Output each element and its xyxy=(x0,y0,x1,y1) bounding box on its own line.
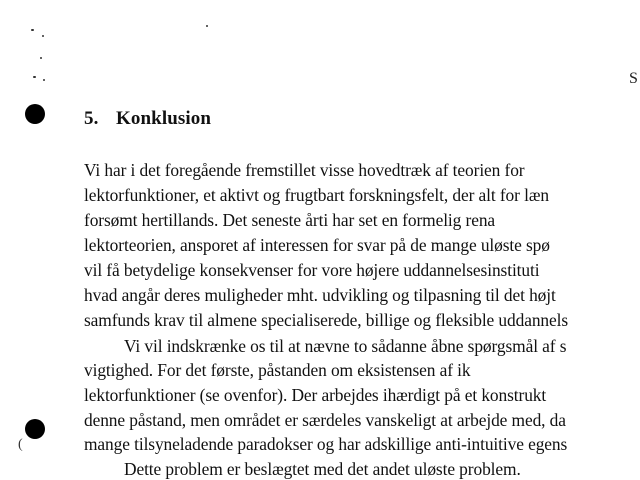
text-line: hvad angår deres muligheder mht. udvikling og tilpasning til det højt xyxy=(84,285,556,305)
scan-edge-mark: ( xyxy=(18,437,23,452)
text-line: lektorfunktioner (se ovenfor). Der arbejdes ihærdigt på et konstrukt xyxy=(84,385,547,405)
text-line: mange tilsyneladende paradokser og har adskillige anti-intuitive egens xyxy=(84,434,568,454)
scan-speck xyxy=(31,29,34,31)
section-title: Konklusion xyxy=(116,108,211,129)
text-line: vil få betydelige konsekvenser for vore højere uddannelsesinstituti xyxy=(84,260,540,280)
section-heading xyxy=(84,108,211,130)
text-line: lektorteorien, ansporet af interessen for svar på de mange uløste spø xyxy=(84,235,550,255)
text-line: Vi har i det foregående fremstillet visse hovedtræk af teorien for xyxy=(84,160,525,180)
text-line: Dette problem er beslægtet med det andet uløste problem. xyxy=(124,459,521,479)
text-line: denne påstand, men området er særdeles vanskeligt at arbejde med, da xyxy=(84,410,566,430)
text-line: lektorfunktioner, et aktivt og frugtbart forskningsfelt, der alt for læn xyxy=(84,185,549,205)
section-number: 5. xyxy=(84,108,99,129)
text-line: Vi vil indskrænke os til at nævne to sådanne åbne spørgsmål af s xyxy=(124,336,567,356)
punch-hole-bottom xyxy=(25,419,45,439)
scan-speck xyxy=(43,79,45,81)
punch-hole-top xyxy=(25,104,45,124)
scan-speck xyxy=(206,25,208,27)
page-corner-mark: S xyxy=(629,70,638,87)
text-line: vigtighed. For det første, påstanden om eksistensen af ik xyxy=(84,360,471,380)
scan-speck xyxy=(40,57,42,59)
scan-speck xyxy=(33,76,36,78)
text-line: samfunds krav til almene specialiserede, billige og fleksible uddannels xyxy=(84,310,569,330)
scan-speck xyxy=(42,35,44,37)
text-line: forsømt hertillands. Det seneste årti har set en formelig rena xyxy=(84,210,496,230)
